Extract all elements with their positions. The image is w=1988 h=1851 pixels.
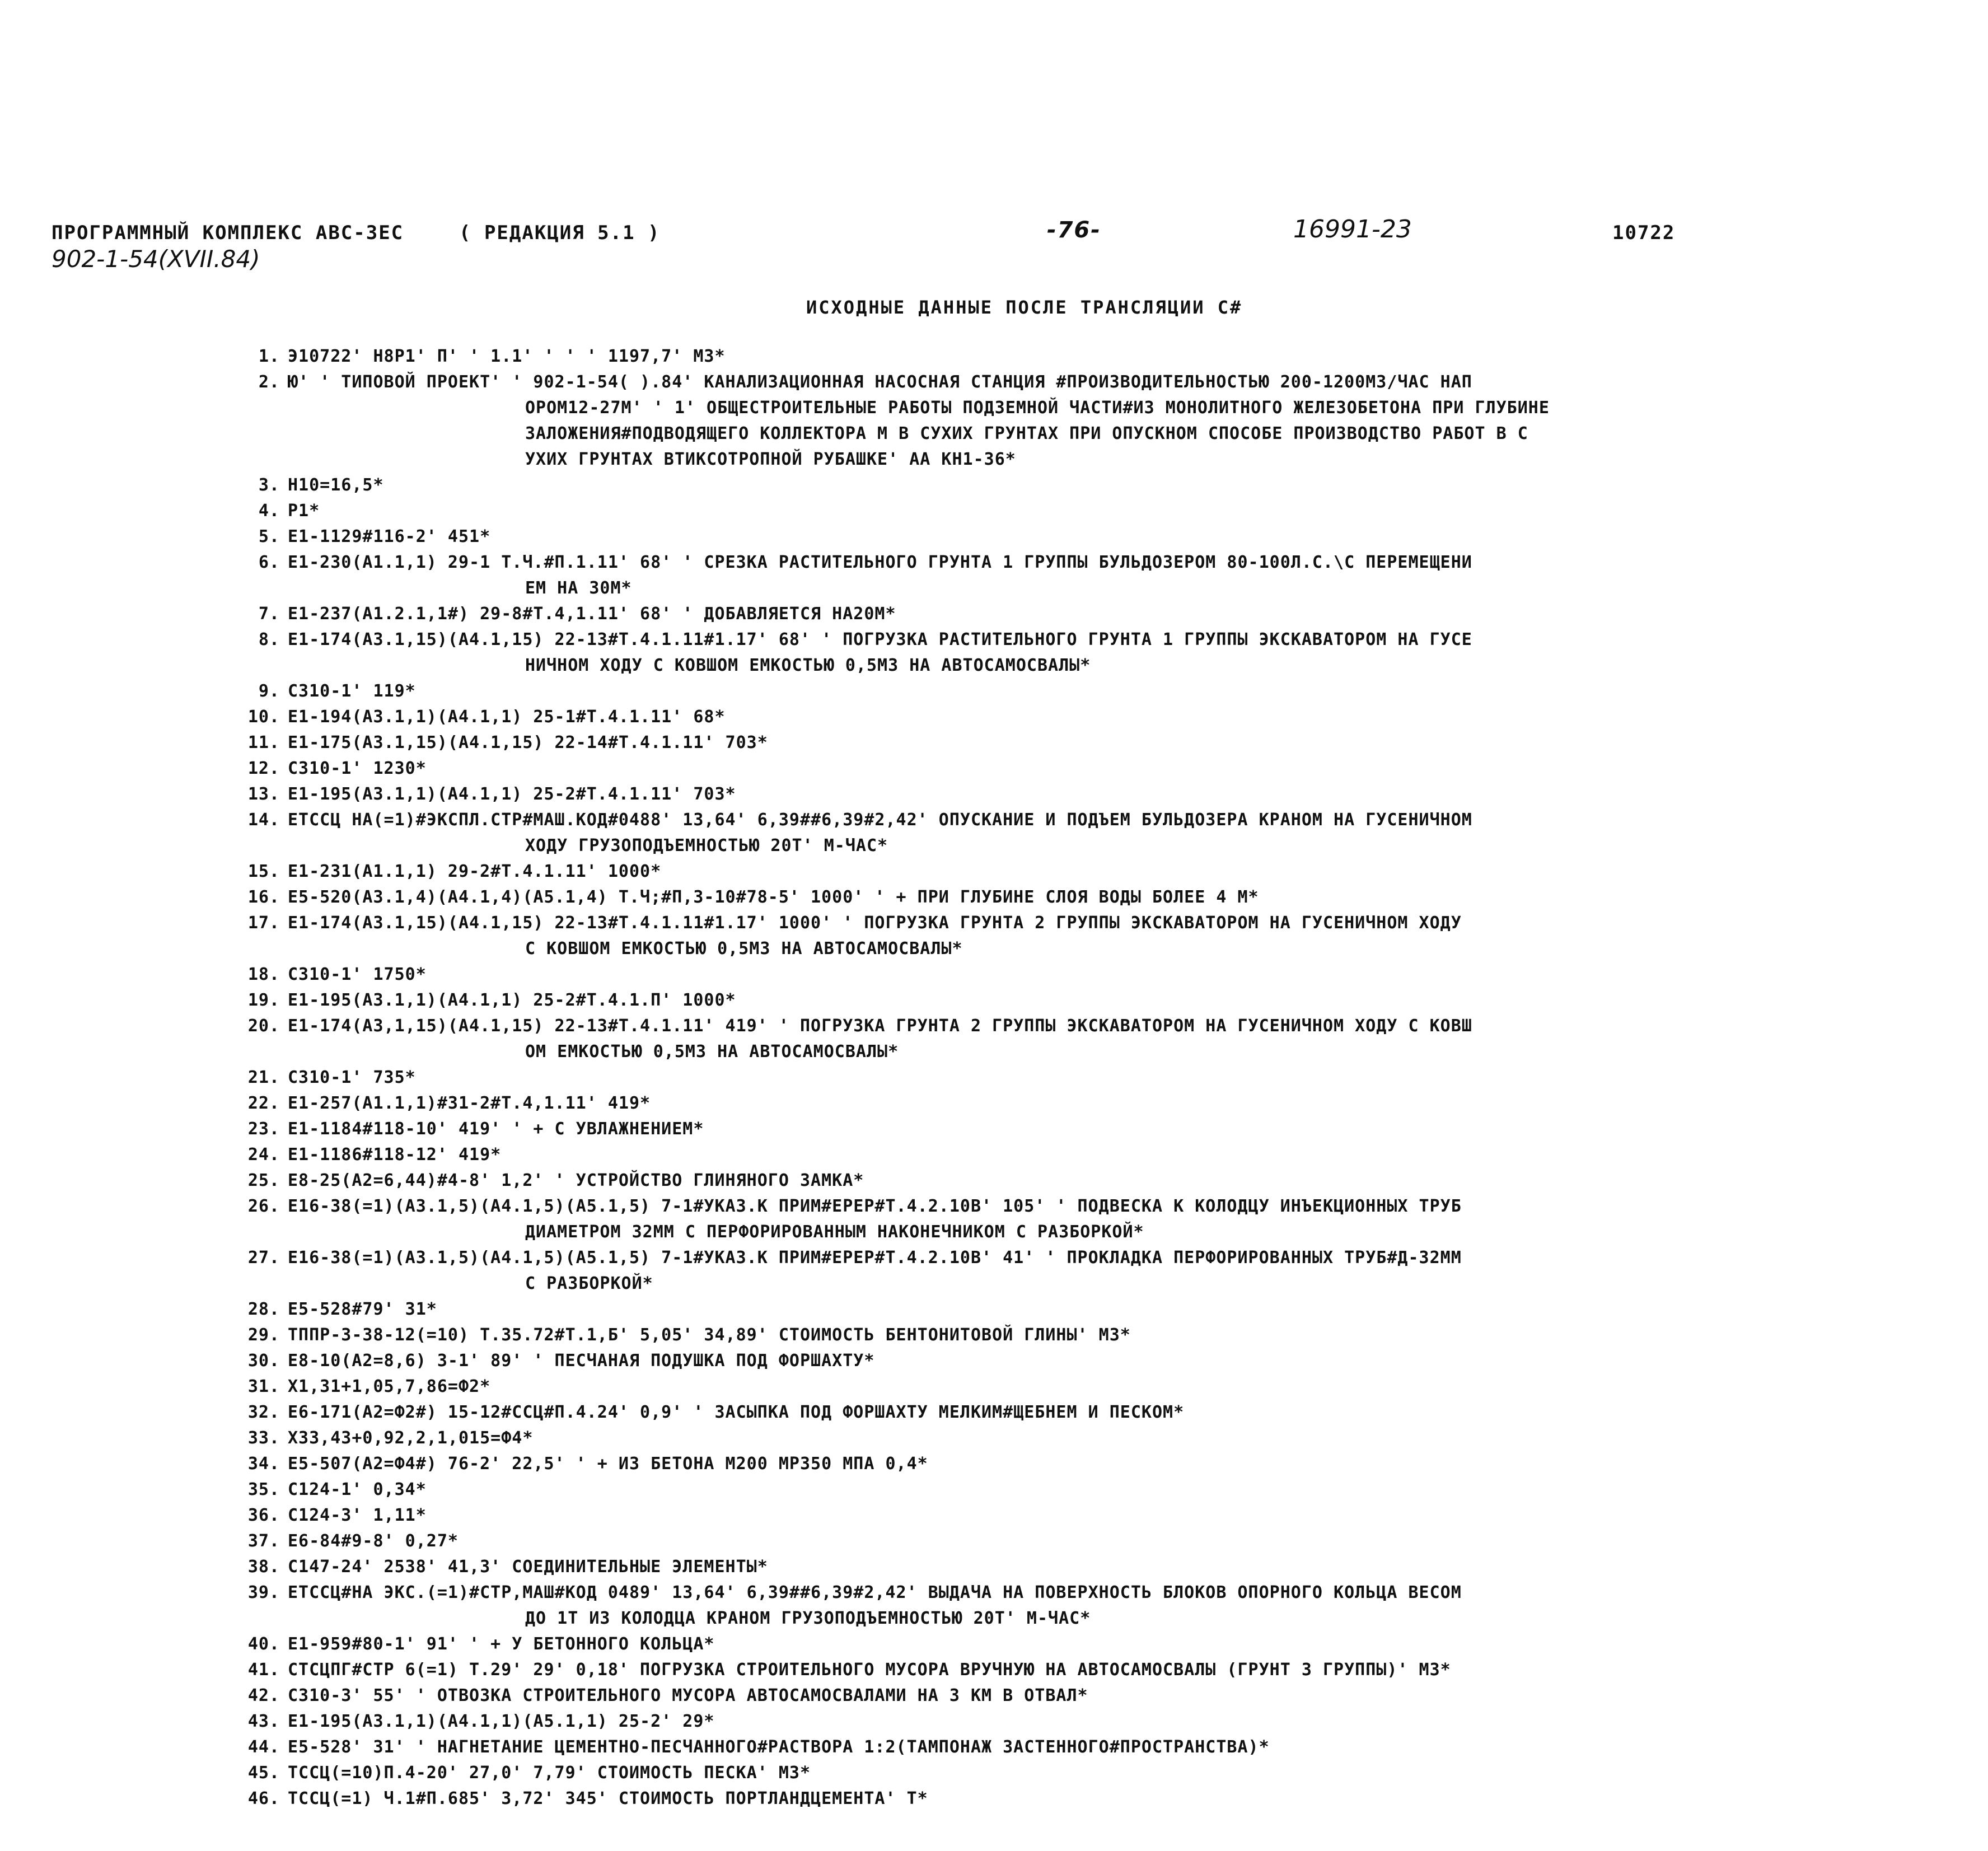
entry-first-line [241,550,1943,576]
listing-entry [241,370,1943,473]
entry-number: 39. [247,1583,280,1602]
entry-continuation-line: ДО 1Т ИЗ КОЛОДЦА КРАНОМ ГРУЗОПОДЪЕМНОСТЬЮ 20Т' М-ЧАС* [525,1609,1091,1628]
listing-subtitle: ИСХОДНЫЕ ДАННЫЕ ПОСЛЕ ТРАНСЛЯЦИИ С# [806,297,1243,318]
entry-first-line [241,344,1943,370]
entry-text: Е1-195(А3.1,1)(А4.1,1) 25-2#Т.4.1.П' 1000* [288,990,736,1010]
program-title: ПРОГРАММНЫЙ КОМПЛЕКС АВС-3ЕС [52,222,404,244]
entry-number: 23. [247,1119,280,1139]
entry-number: 44. [247,1737,280,1757]
entry-continuation-line: ОМ ЕМКОСТЬЮ 0,5М3 НА АВТОСАМОСВАЛЫ* [525,1042,899,1062]
entry-text: ЕТССЦ#НА ЭКС.(=1)#СТР,МАШ#КОД 0489' 13,64' 6,39##6,39#2,42' ВЫДАЧА НА ПОВЕРХНОСТЬ БЛОКОВ ОПОРНОГО КОЛЬЦА ВЕСОМ [288,1583,1462,1602]
listing-entry [241,730,1943,756]
entry-text: Е1-1186#118-12' 419* [288,1145,502,1165]
entry-number: 25. [247,1171,280,1190]
entry-text: С310-3' 55' ' ОТВОЗКА СТРОИТЕЛЬНОГО МУСОРА АВТОСАМОСВАЛАМИ НА 3 КМ В ОТВАЛ* [288,1686,1088,1705]
entry-text: Е1-174(А3.1,15)(А4.1,15) 22-13#Т.4.1.11#1.17' 1000' ' ПОГРУЗКА ГРУНТА 2 ГРУППЫ ЭКСКАВАТОРОМ НА ГУСЕНИЧНОМ ХОДУ [288,913,1462,933]
listing-entry [241,910,1943,962]
entry-text: ЕТССЦ НА(=1)#ЭКСПЛ.СТР#МАШ.КОД#0488' 13,64' 6,39##6,39#2,42' ОПУСКАНИЕ И ПОДЪЕМ БУЛЬДОЗЕРА КРАНОМ НА ГУСЕНИЧНОМ [288,810,1472,830]
entry-text: Е1-1129#116-2' 451* [288,527,491,546]
listing-entry [241,1168,1943,1194]
entry-text: Р1* [288,501,320,521]
entry-number: 7. [258,604,280,624]
entry-first-line [241,885,1943,910]
entry-text: Э10722' Н8Р1' П' ' 1.1' ' ' ' 1197,7' М3* [288,347,726,366]
entry-text: Е5-507(А2=Ф4#) 76-2' 22,5' ' + ИЗ БЕТОНА М200 МРЗ50 МПА 0,4* [288,1454,928,1474]
listing-entry [241,1786,1943,1812]
entry-text: Ю' ' ТИПОВОЙ ПРОЕКТ' ' 902-1-54( ).84' КАНАЛИЗАЦИОННАЯ НАСОСНАЯ СТАНЦИЯ #ПРОИЗВОДИТЕЛЬНОСТЬЮ 200-1200М3/ЧАС НАП [288,372,1472,392]
listing-entry [241,704,1943,730]
entry-number: 27. [247,1248,280,1268]
entry-number: 33. [247,1428,280,1448]
entry-number: 40. [247,1634,280,1654]
entry-continuation-line: ЗАЛОЖЕНИЯ#ПОДВОДЯЩЕГО КОЛЛЕКТОРА М В СУХИХ ГРУНТАХ ПРИ ОПУСКНОМ СПОСОБЕ ПРОИЗВОДСТВО РАБОТ В С [525,424,1528,443]
entry-first-line [241,1374,1943,1400]
listing-entry [241,1425,1943,1451]
entry-text: Е6-171(А2=Ф2#) 15-12#ССЦ#П.4.24' 0,9' ' ЗАСЫПКА ПОД ФОРШАХТУ МЕЛКИМ#ЩЕБНЕМ И ПЕСКОМ* [288,1403,1185,1422]
listing-entry [241,1194,1943,1245]
listing-entry [241,627,1943,679]
entry-number: 20. [247,1016,280,1036]
entry-first-line [241,704,1943,730]
entry-continuation-line: ХОДУ ГРУЗОПОДЪЕМНОСТЬЮ 20Т' М-ЧАС* [525,836,888,856]
entry-text: С124-3' 1,11* [288,1506,427,1525]
listing-entry [241,1580,1943,1632]
entry-text: Е1-195(А3.1,1)(А4.1,1) 25-2#Т.4.1.11' 703* [288,784,736,804]
listing-entry [241,1322,1943,1348]
entry-first-line [241,807,1943,833]
entry-number: 10. [247,707,280,727]
listing-entry [241,1709,1943,1735]
entry-number: 42. [247,1686,280,1705]
entry-number: 9. [258,681,280,701]
entry-first-line [241,1503,1943,1529]
listing-entry [241,1477,1943,1503]
entry-text: Е5-528#79' 31* [288,1300,437,1319]
entry-first-line [241,1683,1943,1709]
entry-number: 26. [247,1196,280,1216]
entry-text: Е1-231(А1.1,1) 29-2#Т.4.1.11' 1000* [288,862,662,881]
entry-text: С310-1' 1230* [288,759,427,778]
entry-first-line [241,1735,1943,1760]
entry-first-line [241,524,1943,550]
entry-text: Е5-520(А3.1,4)(А4.1,4)(А5.1,4) Т.Ч;#П,3-10#78-5' 1000' ' + ПРИ ГЛУБИНЕ СЛОЯ ВОДЫ БОЛЕЕ 4 М* [288,887,1259,907]
entry-continuation-line: ОРОМ12-27М' ' 1' ОБЩЕСТРОИТЕЛЬНЫЕ РАБОТЫ ПОДЗЕМНОЙ ЧАСТИ#ИЗ МОНОЛИТНОГО ЖЕЛЕЗОБЕТОНА ПРИ ГЛУБИНЕ [525,398,1550,418]
entry-first-line [241,988,1943,1013]
entry-first-line [241,1425,1943,1451]
entry-number: 1. [258,347,280,366]
entry-first-line [241,962,1943,988]
listing-entry [241,550,1943,601]
entry-number: 19. [247,990,280,1010]
page-number: -76- [1047,217,1101,243]
translated-input-listing [241,344,1943,1812]
entry-number: 17. [247,913,280,933]
entry-text: Е8-25(А2=6,44)#4-8' 1,2' ' УСТРОЙСТВО ГЛИНЯНОГО ЗАМКА* [288,1171,864,1190]
entry-first-line [241,1116,1943,1142]
entry-first-line [241,910,1943,936]
entry-first-line [241,1322,1943,1348]
entry-number: 34. [247,1454,280,1474]
entry-text: Е1-257(А1.1,1)#31-2#Т.4,1.11' 419* [288,1093,651,1113]
entry-number: 5. [258,527,280,546]
entry-first-line [241,601,1943,627]
listing-entry [241,1760,1943,1786]
listing-entry [241,1297,1943,1322]
entry-number: 38. [247,1557,280,1577]
entry-number: 16. [247,887,280,907]
listing-entry [241,1348,1943,1374]
listing-entry [241,1400,1943,1425]
project-note: 902-1-54(XVII.84) [52,245,260,273]
job-code: 10722 [1612,222,1676,244]
entry-text: Е1-237(А1.2.1,1#) 29-8#Т.4,1.11' 68' ' ДОБАВЛЯЕТСЯ НА20М* [288,604,896,624]
entry-first-line [241,730,1943,756]
entry-number: 15. [247,862,280,881]
entry-number: 32. [247,1403,280,1422]
entry-first-line [241,1091,1943,1116]
entry-text: Е16-38(=1)(А3.1,5)(А4.1,5)(А5.1,5) 7-1#УКАЗ.К ПРИМ#ЕРЕР#Т.4.2.10В' 41' ' ПРОКЛАДКА ПЕРФОРИРОВАННЫХ ТРУБ#Д-32ММ [288,1248,1462,1268]
entry-first-line [241,1632,1943,1657]
entry-number: 2. [258,372,280,392]
entry-first-line [241,1348,1943,1374]
entry-number: 24. [247,1145,280,1165]
listing-entry [241,1091,1943,1116]
entry-number: 41. [247,1660,280,1680]
listing-entry [241,1451,1943,1477]
entry-text: Е1-174(А3.1,15)(А4.1,15) 22-13#Т.4.1.11#1.17' 68' ' ПОГРУЗКА РАСТИТЕЛЬНОГО ГРУНТА 1 ГРУППЫ ЭКСКАВАТОРОМ НА ГУСЕ [288,630,1472,649]
entry-number: 46. [247,1789,280,1808]
entry-first-line [241,1451,1943,1477]
entry-number: 35. [247,1480,280,1499]
document-number: 16991-23 [1293,215,1412,244]
entry-text: ТССЦ(=10)П.4-20' 27,0' 7,79' СТОИМОСТЬ ПЕСКА' М3* [288,1763,811,1783]
entry-number: 37. [247,1531,280,1551]
entry-text: С147-24' 2538' 41,3' СОЕДИНИТЕЛЬНЫЕ ЭЛЕМЕНТЫ* [288,1557,768,1577]
listing-entry [241,601,1943,627]
entry-first-line [241,859,1943,885]
entry-number: 12. [247,759,280,778]
entry-text: С310-1' 735* [288,1068,416,1087]
entry-first-line [241,1657,1943,1683]
listing-entry [241,756,1943,782]
entry-text: Е1-175(А3.1,15)(А4.1,15) 22-14#Т.4.1.11' 703* [288,733,768,752]
entry-number: 43. [247,1712,280,1731]
listing-entry [241,1529,1943,1554]
entry-text: Е6-84#9-8' 0,27* [288,1531,459,1551]
entry-number: 29. [247,1325,280,1345]
entry-first-line [241,1168,1943,1194]
listing-entry [241,1116,1943,1142]
entry-continuation-line: НИЧНОМ ХОДУ С КОВШОМ ЕМКОСТЬЮ 0,5М3 НА АВТОСАМОСВАЛЫ* [525,656,1091,675]
entry-text: Е8-10(А2=8,6) 3-1' 89' ' ПЕСЧАНАЯ ПОДУШКА ПОД ФОРШАХТУ* [288,1351,875,1371]
entry-first-line [241,756,1943,782]
entry-number: 13. [247,784,280,804]
entry-number: 4. [258,501,280,521]
listing-entry [241,859,1943,885]
entry-first-line [241,1709,1943,1735]
entry-text: Е1-230(А1.1,1) 29-1 Т.Ч.#П.1.11' 68' ' СРЕЗКА РАСТИТЕЛЬНОГО ГРУНТА 1 ГРУППЫ БУЛЬДОЗЕРОМ 80-100Л.С.\С ПЕРЕМЕЩЕНИ [288,553,1472,572]
entry-first-line [241,473,1943,498]
entry-text: СТСЦПГ#СТР 6(=1) Т.29' 29' 0,18' ПОГРУЗКА СТРОИТЕЛЬНОГО МУСОРА ВРУЧНУЮ НА АВТОСАМОСВАЛЫ (ГРУНТ 3 ГРУППЫ)' М3* [288,1660,1451,1680]
entry-number: 21. [247,1068,280,1087]
entry-number: 22. [247,1093,280,1113]
entry-number: 8. [258,630,280,649]
entry-number: 28. [247,1300,280,1319]
entry-number: 30. [247,1351,280,1371]
listing-entry [241,807,1943,859]
entry-number: 36. [247,1506,280,1525]
listing-entry [241,1683,1943,1709]
listing-entry [241,344,1943,370]
entry-first-line [241,1245,1943,1271]
entry-continuation-line: ДИАМЕТРОМ 32ММ С ПЕРФОРИРОВАННЫМ НАКОНЕЧНИКОМ С РАЗБОРКОЙ* [525,1222,1144,1242]
entry-text: ТППР-3-38-12(=10) Т.35.72#Т.1,Б' 5,05' 34,89' СТОИМОСТЬ БЕНТОНИТОВОЙ ГЛИНЫ' М3* [288,1325,1131,1345]
entry-first-line [241,1760,1943,1786]
entry-first-line [241,1477,1943,1503]
entry-first-line [241,679,1943,704]
listing-entry [241,1374,1943,1400]
listing-entry [241,679,1943,704]
entry-continuation-line: С РАЗБОРКОЙ* [525,1274,653,1293]
listing-entry [241,1013,1943,1065]
entry-first-line [241,1580,1943,1606]
entry-first-line [241,627,1943,653]
listing-entry [241,1657,1943,1683]
edition-label: ( РЕДАКЦИЯ 5.1 ) [459,222,661,244]
entry-text: Е1-195(А3.1,1)(А4.1,1)(А5.1,1) 25-2' 29* [288,1712,715,1731]
listing-entry [241,1632,1943,1657]
entry-text: Х1,31+1,05,7,86=Ф2* [288,1377,491,1396]
entry-text: С310-1' 119* [288,681,416,701]
entry-first-line [241,782,1943,807]
entry-text: Е1-1184#118-10' 419' ' + С УВЛАЖНЕНИЕМ* [288,1119,704,1139]
listing-entry [241,1142,1943,1168]
entry-text: С124-1' 0,34* [288,1480,427,1499]
entry-first-line [241,1013,1943,1039]
listing-entry [241,1735,1943,1760]
listing-entry [241,962,1943,988]
listing-entry [241,782,1943,807]
entry-number: 31. [247,1377,280,1396]
entry-text: Е1-174(А3,1,15)(А4.1,15) 22-13#Т.4.1.11' 419' ' ПОГРУЗКА ГРУНТА 2 ГРУППЫ ЭКСКАВАТОРОМ НА ГУСЕНИЧНОМ ХОДУ С КОВШ [288,1016,1472,1036]
entry-text: Е1-959#80-1' 91' ' + У БЕТОННОГО КОЛЬЦА* [288,1634,715,1654]
entry-first-line [241,1297,1943,1322]
entry-number: 45. [247,1763,280,1783]
entry-number: 6. [258,553,280,572]
entry-first-line [241,1065,1943,1091]
entry-continuation-line: УХИХ ГРУНТАХ ВТИКСОТРОПНОЙ РУБАШКЕ' АА КН1-36* [525,450,1016,469]
listing-entry [241,885,1943,910]
listing-entry [241,498,1943,524]
listing-entry [241,1503,1943,1529]
listing-entry [241,988,1943,1013]
entry-first-line [241,1529,1943,1554]
entry-text: С310-1' 1750* [288,965,427,984]
entry-text: Х33,43+0,92,2,1,015=Ф4* [288,1428,534,1448]
entry-first-line [241,1400,1943,1425]
entry-first-line [241,498,1943,524]
entry-first-line [241,1786,1943,1812]
entry-first-line [241,1142,1943,1168]
entry-first-line [241,1554,1943,1580]
listing-entry [241,473,1943,498]
entry-text: Н10=16,5* [288,475,384,495]
listing-entry [241,524,1943,550]
entry-continuation-line: ЕМ НА 30М* [525,578,632,598]
entry-number: 3. [258,475,280,495]
entry-first-line [241,370,1943,395]
entry-text: Е16-38(=1)(А3.1,5)(А4.1,5)(А5.1,5) 7-1#УКАЗ.К ПРИМ#ЕРЕР#Т.4.2.10В' 105' ' ПОДВЕСКА К КОЛОДЦУ ИНЪЕКЦИОННЫХ ТРУБ [288,1196,1462,1216]
entry-continuation-line: С КОВШОМ ЕМКОСТЬЮ 0,5М3 НА АВТОСАМОСВАЛЫ* [525,939,963,959]
entry-number: 18. [247,965,280,984]
listing-entry [241,1554,1943,1580]
entry-text: ТССЦ(=1) Ч.1#П.685' 3,72' 345' СТОИМОСТЬ ПОРТЛАНДЦЕМЕНТА' Т* [288,1789,928,1808]
listing-entry [241,1245,1943,1297]
entry-number: 11. [247,733,280,752]
entry-text: Е1-194(А3.1,1)(А4.1,1) 25-1#Т.4.1.11' 68* [288,707,726,727]
listing-entry [241,1065,1943,1091]
entry-text: Е5-528' 31' ' НАГНЕТАНИЕ ЦЕМЕНТНО-ПЕСЧАННОГО#РАСТВОРА 1:2(ТАМПОНАЖ ЗАСТЕННОГО#ПРОСТРАНСТВА)* [288,1737,1270,1757]
entry-number: 14. [247,810,280,830]
entry-first-line [241,1194,1943,1219]
